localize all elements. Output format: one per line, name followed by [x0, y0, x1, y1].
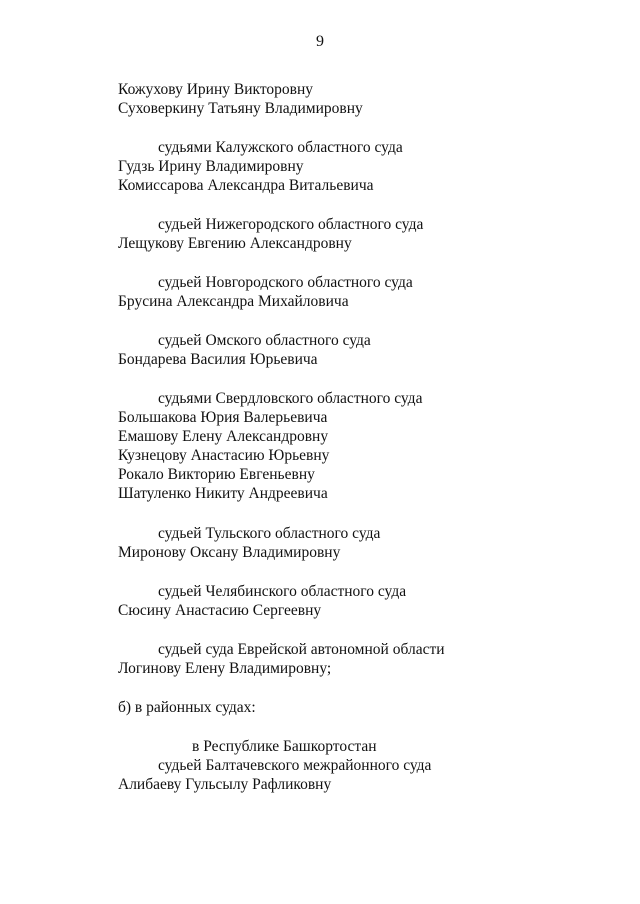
judge-name: Кожухову Ирину Викторовну	[118, 81, 314, 98]
judge-name: Логинову Елену Владимировну;	[118, 660, 332, 677]
judge-name: Сюсину Анастасию Сергеевну	[118, 602, 322, 619]
court-heading: судьей Тульского областного суда	[158, 525, 381, 542]
judge-name: Емашову Елену Александровну	[118, 428, 329, 445]
judge-name: Комиссарова Александра Витальевича	[118, 177, 374, 194]
court-heading: судьей суда Еврейской автономной области	[158, 641, 445, 658]
judge-name: Алибаеву Гульсылу Рафликовну	[118, 776, 332, 793]
judge-name: Рокало Викторию Евгеньевну	[118, 466, 315, 483]
judge-name: Суховеркину Татьяну Владимировну	[118, 100, 363, 117]
judge-name: Гудзь Ирину Владимировну	[118, 158, 304, 175]
judge-name: Брусина Александра Михайловича	[118, 293, 349, 310]
court-heading: судьями Калужского областного суда	[158, 139, 403, 156]
judge-name: Бондарева Василия Юрьевича	[118, 351, 318, 368]
court-heading: судьей Балтачевского межрайонного суда	[158, 757, 432, 774]
page-number: 9	[316, 33, 324, 50]
court-heading: судьей Нижегородского областного суда	[158, 216, 424, 233]
judge-name: Большакова Юрия Валерьевича	[118, 409, 328, 426]
judge-name: Миронову Оксану Владимировну	[118, 544, 341, 561]
court-heading: судьей Омского областного суда	[158, 332, 371, 349]
court-heading: судьями Свердловского областного суда	[158, 390, 423, 407]
court-heading: судьей Новгородского областного суда	[158, 274, 413, 291]
judge-name: Шатуленко Никиту Андреевича	[118, 485, 328, 502]
section-heading: б) в районных судах:	[118, 699, 256, 716]
judge-name: Лещукову Евгению Александровну	[118, 235, 352, 252]
court-heading: судьей Челябинского областного суда	[158, 583, 407, 600]
judge-name: Кузнецову Анастасию Юрьевну	[118, 447, 330, 464]
region-heading: в Республике Башкортостан	[192, 738, 377, 755]
